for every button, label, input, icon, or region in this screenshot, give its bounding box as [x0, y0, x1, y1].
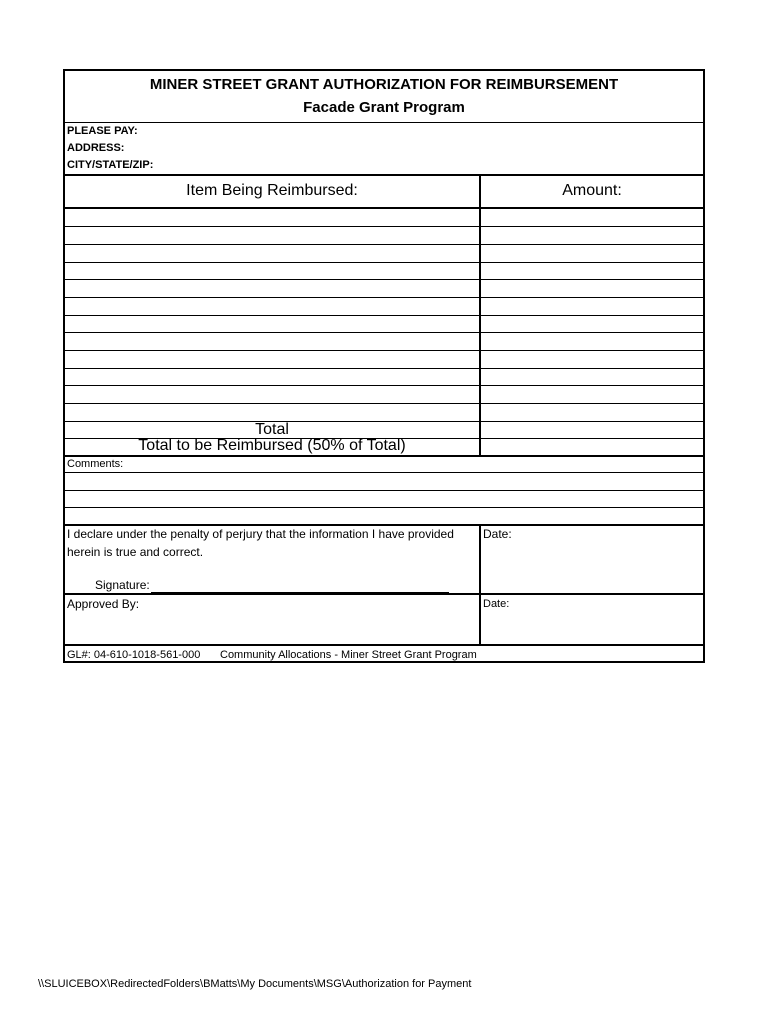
divider [65, 593, 703, 595]
divider [65, 524, 703, 526]
item-column-header: Item Being Reimbursed: [186, 182, 358, 199]
gl-description: Community Allocations - Miner Street Grant Program [220, 649, 477, 661]
comment-line [65, 507, 703, 508]
address-label: ADDRESS: [67, 142, 125, 154]
table-row-line [65, 368, 703, 369]
gl-number: GL#: 04-610-1018-561-000 [67, 649, 201, 661]
table-row-line [65, 297, 703, 298]
table-row-line [65, 244, 703, 245]
table-row-line [65, 385, 703, 386]
table-row-line [65, 315, 703, 316]
approved-by-label: Approved By: [67, 597, 140, 611]
signature-label: Signature: [95, 578, 150, 592]
table-row-line [65, 262, 703, 263]
divider [65, 207, 703, 209]
approval-date-label: Date: [483, 598, 510, 610]
table-row-line [65, 350, 703, 351]
divider [65, 122, 703, 123]
reimbursement-form [63, 69, 705, 663]
city-state-zip-label: CITY/STATE/ZIP: [67, 159, 154, 171]
column-separator [479, 524, 481, 645]
amount-column-header: Amount: [562, 182, 622, 199]
comment-line [65, 490, 703, 491]
table-row-line [65, 279, 703, 280]
divider [65, 455, 703, 457]
declaration-line-2: herein is true and correct. [67, 545, 204, 559]
declaration-date-label: Date: [483, 527, 512, 541]
declaration-line-1: I declare under the penalty of perjury that the information I have provided [67, 527, 454, 541]
total-label: Total [255, 421, 289, 438]
table-row-line [65, 332, 703, 333]
divider [65, 174, 703, 176]
reimbursed-total-label: Total to be Reimbursed (50% of Total) [138, 437, 406, 454]
please-pay-label: PLEASE PAY: [67, 125, 138, 137]
divider [65, 644, 703, 646]
table-row-line [65, 403, 703, 404]
comments-label: Comments: [67, 458, 124, 470]
comment-line [65, 472, 703, 473]
document-path: \\SLUICEBOX\RedirectedFolders\BMatts\My Documents\MSG\Authorization for Payment [38, 978, 472, 990]
form-title: MINER STREET GRANT AUTHORIZATION FOR REIMBURSEMENT [149, 76, 619, 93]
table-row-line [65, 226, 703, 227]
form-subtitle: Facade Grant Program [303, 99, 465, 116]
